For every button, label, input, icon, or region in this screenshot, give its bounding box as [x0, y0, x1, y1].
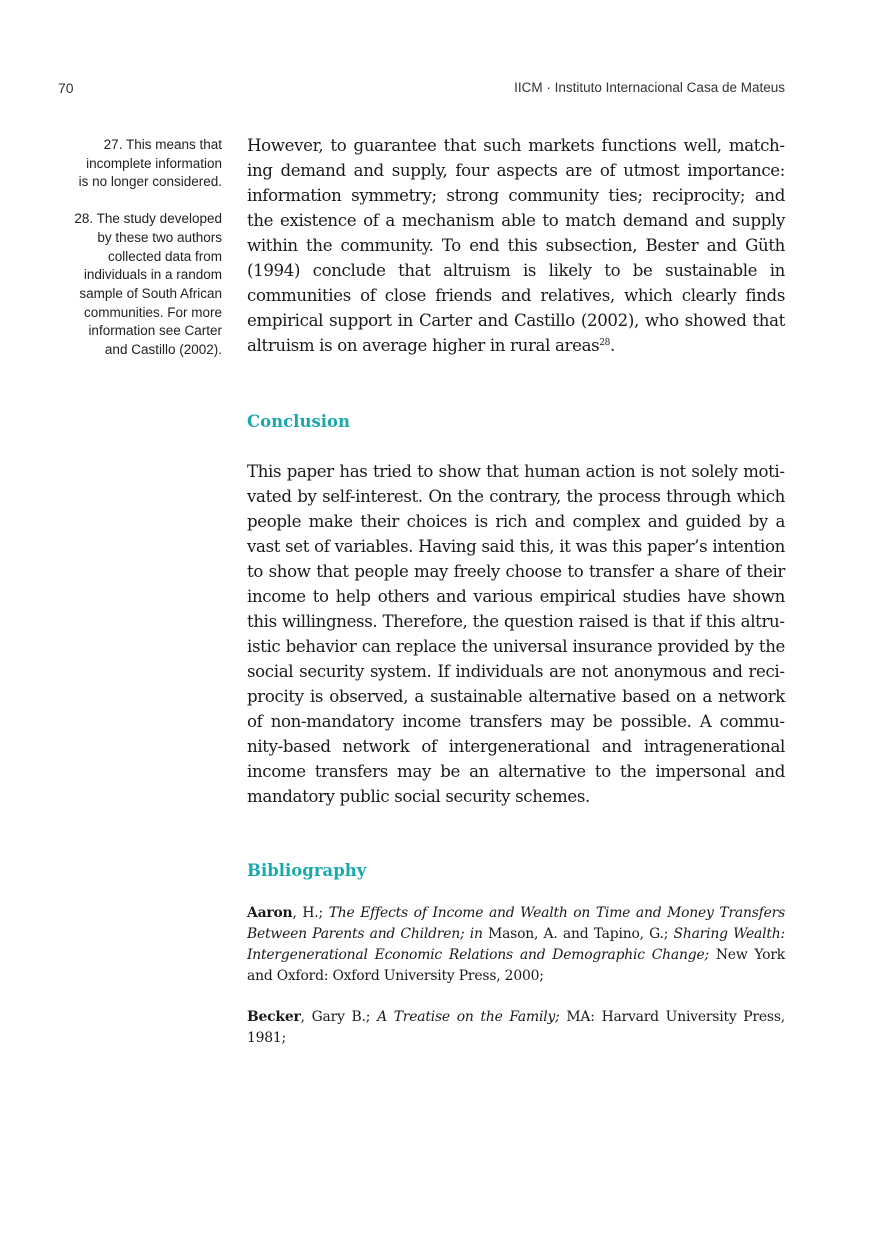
- sidenote-28: 28. The study developed by these two authors collected data from individuals in a random sample of South African communities. For more information see Carter and Castillo (2002).: [74, 211, 222, 358]
- conclusion-paragraph: This paper has tried to show that human action is not solely motivated by self-interest. On the contrary, the process through which people make their choices is rich and complex and guided by a vast set of variables. Having said this, it was this paper’s intention to show that people may freely choose to transfer a share of their income to help others and various empirical studies have shown this willingness. Therefore, the question raised is that if this altruistic behavior can replace the universal insurance provided by the social security system. If individuals are not anonymous and reciprocity is observed, a sustainable alternative based on a network of non-mandatory income transfers may be possible. A community-based network of intergenerational and intragenerational income transfers may be an alternative to the impersonal and mandatory public social security schemes.: [247, 462, 785, 806]
- bibliography-entry: [247, 1007, 785, 1049]
- ref-book: Sharing Wealth: Intergenerational Economic Relations and Demographic Change;: [247, 926, 785, 963]
- bibliography-heading: Bibliography: [247, 861, 367, 880]
- ref-author: Aaron: [247, 905, 293, 921]
- running-title: IICM · Instituto Internacional Casa de Mateus: [514, 80, 785, 95]
- footnote-ref-28[interactable]: 28: [599, 338, 611, 348]
- sidenotes: [58, 136, 222, 378]
- intro-paragraph: [247, 133, 785, 358]
- ref-author-rest: , Gary B.;: [300, 1009, 378, 1025]
- ref-title: The Effects of Income and Wealth on Time and Money Transfers Between Parents and Children; in: [247, 905, 785, 942]
- intro-paragraph-end: .: [610, 336, 615, 355]
- ref-publisher: MA: Harvard University Press, 1981;: [247, 1009, 785, 1046]
- bibliography-entry: [247, 903, 785, 987]
- page-number: 70: [58, 80, 74, 96]
- ref-author: Becker: [247, 1009, 301, 1025]
- ref-middle: Mason, A. and Tapino, G.;: [482, 926, 674, 942]
- main-text: [247, 133, 785, 1049]
- ref-publisher: New York and Oxford: Oxford University Press, 2000;: [247, 947, 785, 984]
- sidenote-27: 27. This means that incomplete information is no longer considered.: [78, 137, 222, 190]
- ref-title: A Treatise on the Family;: [377, 1009, 560, 1025]
- conclusion-heading: Conclusion: [247, 412, 351, 431]
- intro-paragraph-text: However, to guarantee that such markets functions well, matching demand and supply, four aspects are of utmost importance: information symmetry; strong community ties; reciprocity; and the existence of a mechanism able to match demand and supply within the community. To end this subsection, Bester and Güth (1994) conclude that altruism is likely to be sustainable in communities of close friends and relatives, which clearly finds empirical support in Carter and Castillo (2002), who showed that altruism is on average higher in rural areas: [247, 136, 785, 355]
- ref-author-rest: , H.;: [292, 905, 329, 921]
